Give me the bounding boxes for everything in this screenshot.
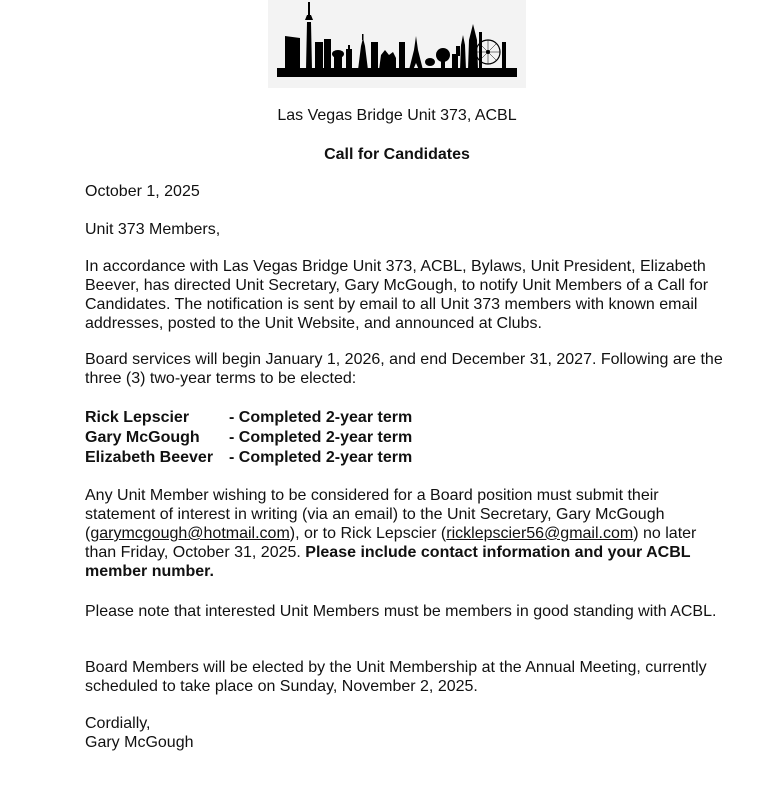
statue-liberty — [358, 38, 368, 70]
building-right — [502, 42, 506, 70]
term-row — [85, 448, 725, 468]
salutation: Unit 373 Members, — [85, 221, 221, 238]
ferris-wheel-hub — [486, 50, 490, 54]
submission-instructions: Please include contact information and your ACBL member number. — [85, 544, 691, 580]
paragraph-election: Board Members will be elected by the Unit Membership at the Annual Meeting, currently scheduled to take place on Sunday, November 2, 2025. — [85, 659, 707, 695]
letter-date: October 1, 2025 — [85, 183, 200, 200]
term-status: - Completed 2-year term — [229, 429, 413, 446]
building-ny-5 — [479, 32, 482, 70]
paris-balloon — [436, 48, 450, 62]
antenna — [348, 45, 350, 50]
statue-torch — [362, 34, 364, 40]
skyline-ground — [277, 70, 517, 77]
building-left — [285, 36, 300, 70]
term-status: - Completed 2-year term — [229, 409, 413, 426]
building-tower-1 — [315, 42, 323, 70]
building-castle — [379, 50, 396, 70]
building-tower-2 — [324, 39, 331, 70]
term-status: - Completed 2-year term — [229, 449, 413, 466]
email-link-rick[interactable]: ricklepscier56@gmail.com — [446, 525, 634, 542]
term-row — [85, 428, 725, 448]
term-member-name: Elizabeth Beever — [85, 449, 214, 466]
balloon-stem — [441, 60, 445, 70]
eiffel-tower — [409, 36, 423, 70]
signature: Gary McGough — [85, 734, 194, 751]
dome-base-1 — [334, 54, 342, 70]
skyline-logo — [268, 0, 526, 88]
paragraph-board-services: Board services will begin January 1, 2026, and end December 31, 2027. Following are the three (3) two-year terms to be elected: — [85, 351, 723, 387]
terms-list — [85, 408, 725, 468]
submission-text-2: ), or to Rick Lepscier ( — [289, 525, 447, 542]
term-member-name: Rick Lepscier — [85, 409, 190, 426]
organization-name: Las Vegas Bridge Unit 373, ACBL — [277, 107, 517, 124]
building-ny-2 — [456, 46, 460, 56]
submission-text-3: ) no later than Friday, October 31, 2025. — [85, 525, 697, 561]
las-vegas-skyline-icon — [268, 0, 526, 88]
building-ny-1 — [452, 54, 458, 70]
building-mid-2 — [399, 42, 405, 70]
stratosphere-shaft — [306, 22, 312, 70]
closing: Cordially, — [85, 715, 151, 732]
building-small — [346, 49, 352, 70]
dome-2 — [425, 58, 435, 66]
building-mid-1 — [371, 42, 378, 70]
paragraph-submission — [85, 486, 725, 581]
closing-block — [85, 714, 725, 752]
paragraph-intro: In accordance with Las Vegas Bridge Unit 373, ACBL, Bylaws, Unit President, Elizabeth Beever, has directed Unit Secretary, Gary McGough, to notify Unit Members of a Call for Candidates. The notification is sent by email to all Unit 373 members with known email addresses, posted to the Unit Website, and announced at Clubs. — [85, 258, 709, 332]
document-title: Call for Candidates — [324, 146, 470, 163]
paragraph-eligibility: Please note that interested Unit Members must be members in good standing with ACBL. — [85, 603, 717, 620]
stratosphere-pod — [305, 15, 313, 20]
term-row — [85, 408, 725, 428]
email-link-gary[interactable]: garymcgough@hotmail.com — [90, 525, 290, 542]
building-ny-3 — [460, 35, 466, 70]
submission-text-1: Any Unit Member wishing to be considered for a Board position must submit their statement of interest in writing (via an email) to the Unit Secretary, Gary McGough ( — [85, 487, 665, 542]
term-member-name: Gary McGough — [85, 429, 200, 446]
